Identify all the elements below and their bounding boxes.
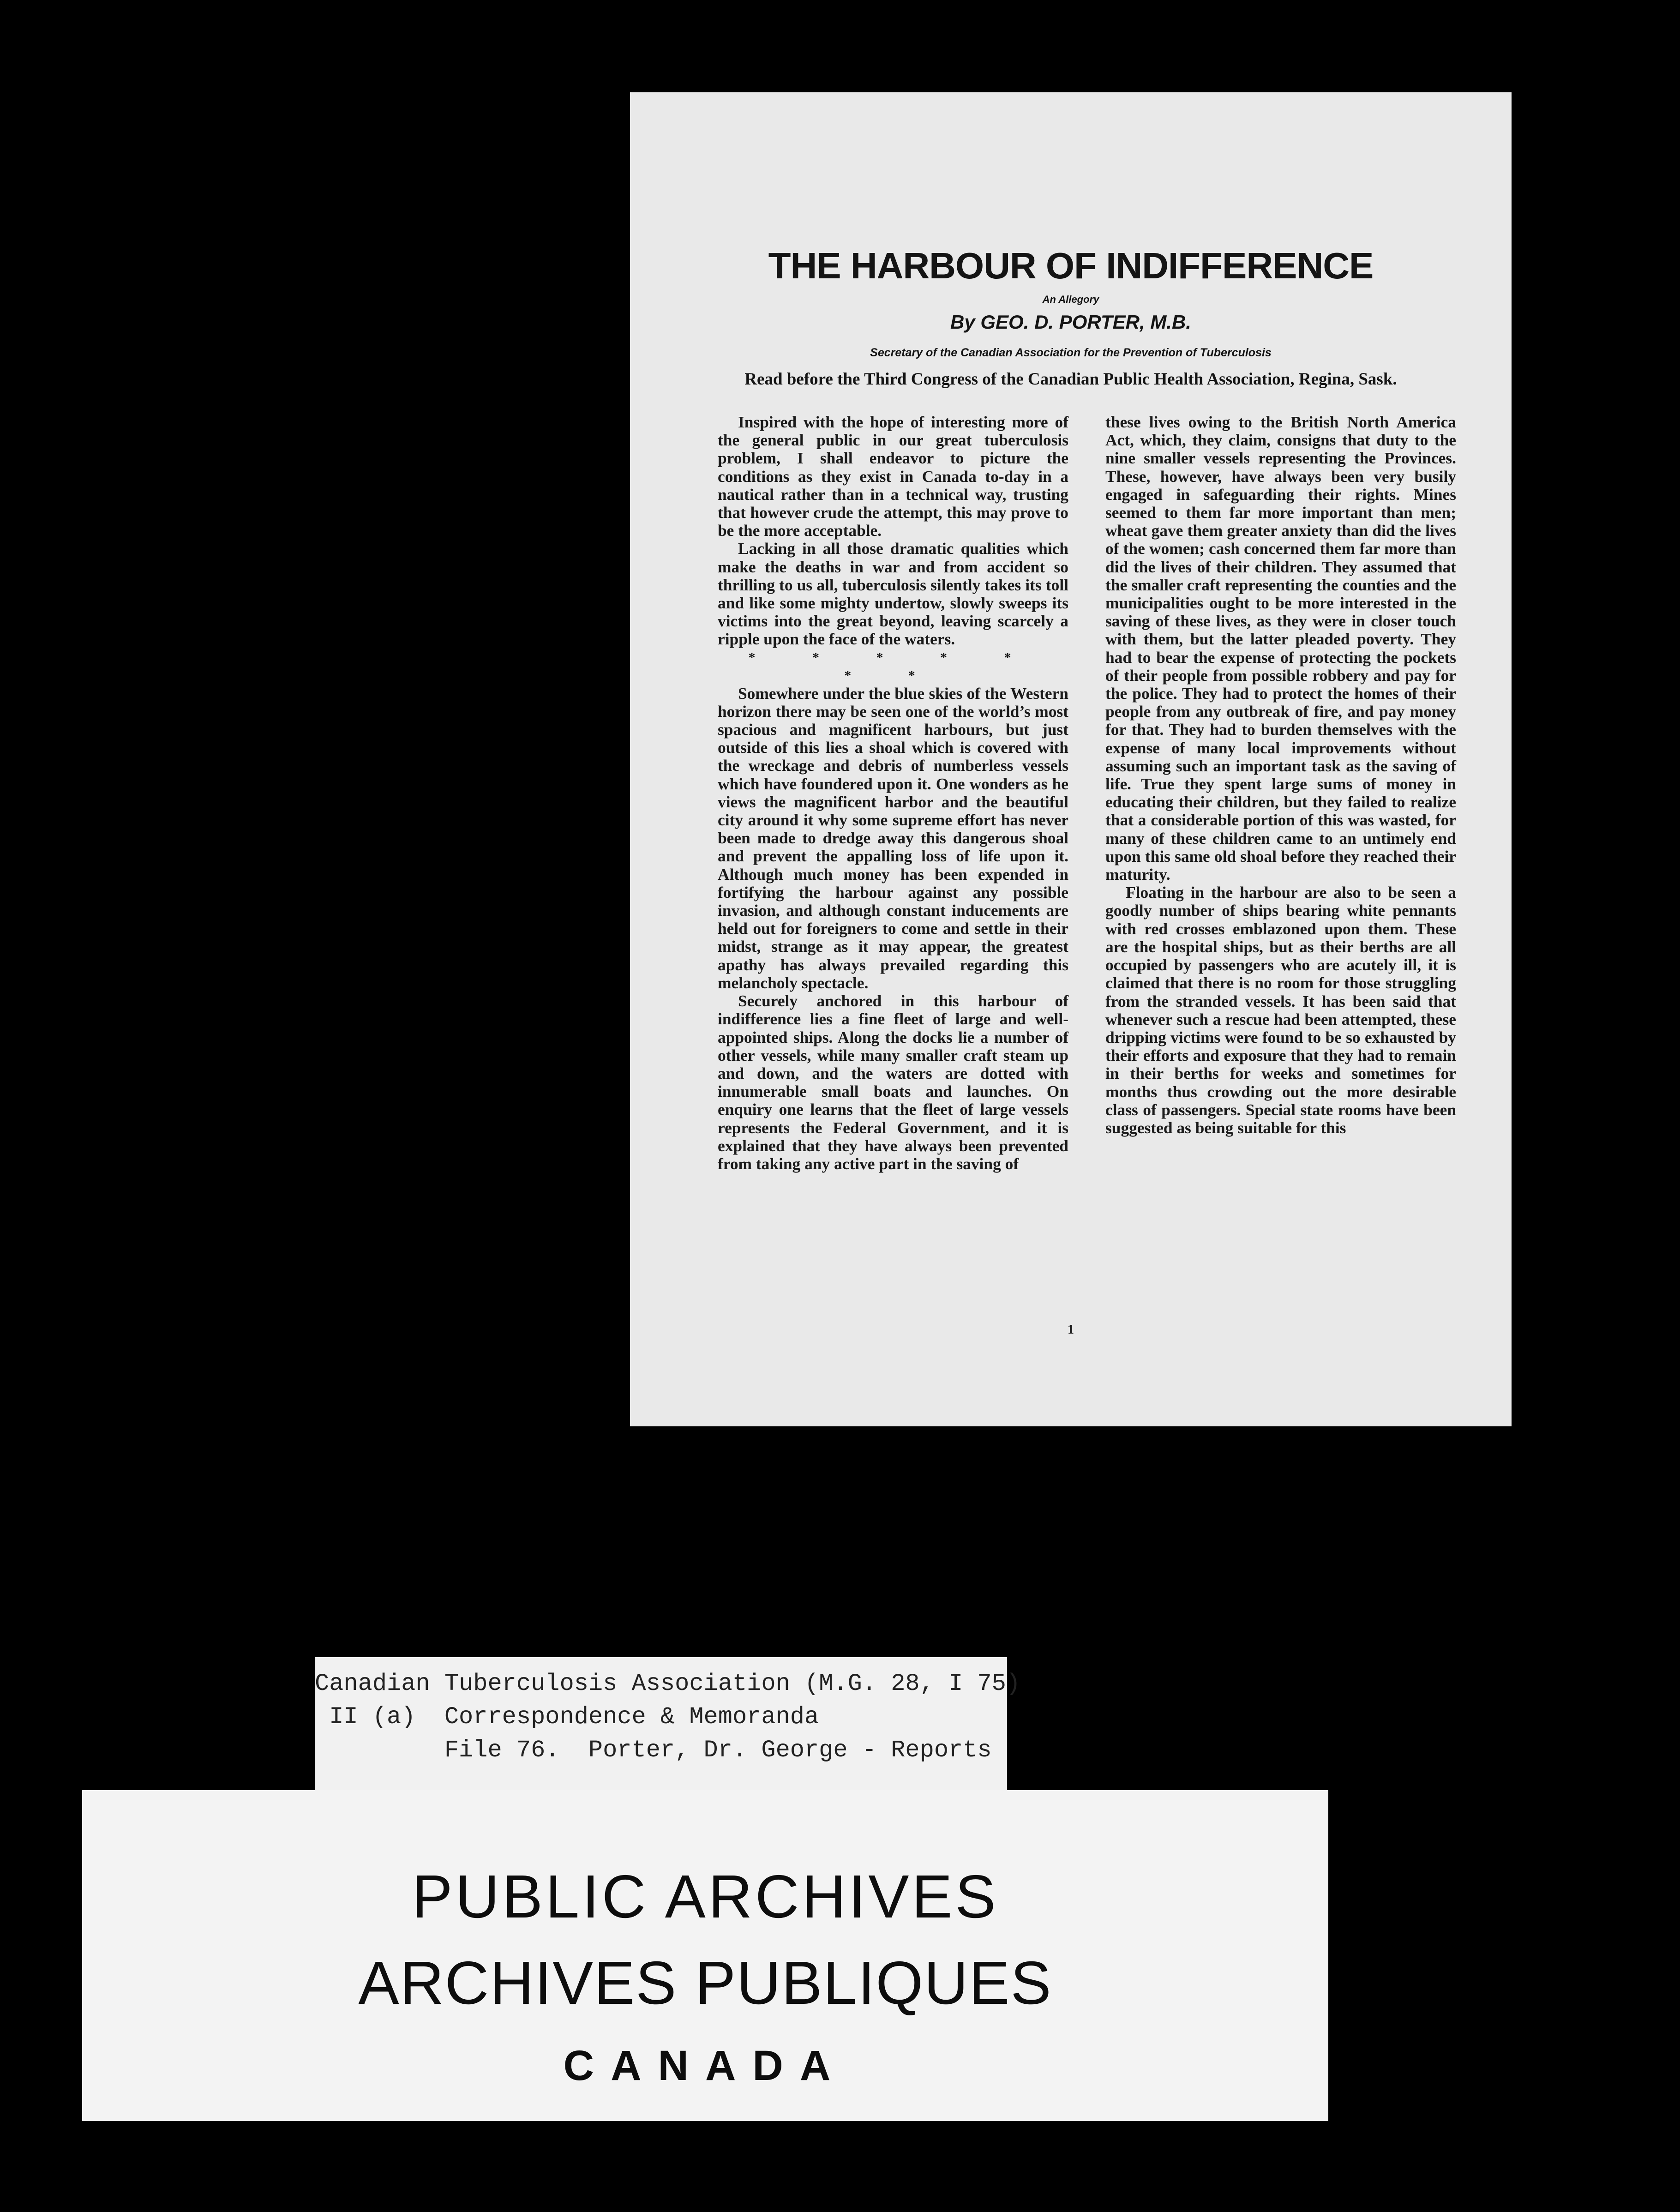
right-column <box>1105 413 1456 1137</box>
paragraph: Securely anchored in this harbour of indifference lies a fine fleet of large and well-appointed ships. Along the docks lie a number of other vessels, while many smaller craft steam up and down, and the waters are dotted with innumerable small boats and launches. On enquiry one learns that the fleet of large vessels represents the Federal Government, and it is explained that they have always been prevented from taking any active part in the saving of <box>718 992 1068 1173</box>
file-reference-line: II (a) Correspondence & Memoranda <box>315 1703 819 1731</box>
archives-banner-country: CANADA <box>563 2042 847 2089</box>
section-divider: * * * * * * * <box>748 649 1038 683</box>
archives-banner <box>82 1790 1328 2121</box>
left-column <box>718 413 1068 1173</box>
article-byline: By GEO. D. PORTER, M.B. <box>950 311 1191 333</box>
archives-banner-french: ARCHIVES PUBLIQUES <box>358 1949 1052 2017</box>
page-number: 1 <box>1068 1322 1074 1337</box>
paragraph: Somewhere under the blue skies of the Western horizon there may be seen one of the world’s most spacious and magnificent harbours, but just outside of this lies a shoal which is covered with the wreckage and debris of numberless vessels which have foundered upon it. One wonders as he views the magnificent harbor and the beautiful city around it why some supreme effort has never been made to dredge away this dangerous shoal and prevent the appalling loss of life upon it. Although much money has been expended in fortifying the harbour against any possible invasion, and although constant inducements are held out for foreigners to come and settle in their midst, strange as it may appear, the greatest apathy has always prevailed regarding this melancholy spectacle. <box>718 684 1068 992</box>
article-subtitle: An Allegory <box>1042 294 1099 305</box>
archives-banner-english: PUBLIC ARCHIVES <box>412 1863 999 1930</box>
file-reference-line: Canadian Tuberculosis Association (M.G. 28, I 75) <box>315 1670 1021 1697</box>
article-title: THE HARBOUR OF INDIFFERENCE <box>768 245 1374 286</box>
paragraph: Floating in the harbour are also to be seen a goodly number of ships bearing white pennants with red crosses emblazoned upon them. These are the hospital ships, but as their berths are all occupied by passengers who are acutely ill, it is claimed that there is no room for those struggling from the stranded vessels. It has been said that whenever such a rescue had been attempted, these dripping victims were found to be so exhausted by their efforts and exposure that they had to remain in their berths for weeks and sometimes for months thus crowding out the more desirable class of passengers. Special state rooms have been suggested as being suitable for this <box>1105 883 1456 1137</box>
file-reference-card <box>315 1657 1021 1791</box>
file-reference-line: File 76. Porter, Dr. George - Reports <box>315 1737 992 1764</box>
document-page <box>630 92 1512 1426</box>
paragraph: Lacking in all those dramatic qualities which make the deaths in war and from accident so thrilling to us all, tuberculosis silently takes its toll and like some mighty undertow, slowly sweeps its victims into the great beyond, leaving scarcely a ripple upon the face of the waters. <box>718 539 1068 649</box>
paragraph: these lives owing to the British North America Act, which, they claim, consigns that duty to the nine smaller vessels representing the Provinces. These, however, have always been very busily engaged in safeguarding their rights. Mines seemed to them far more important than men; wheat gave them greater anxiety than did the lives of the women; cash concerned them far more than did the lives of their children. They assumed that the smaller craft representing the counties and the municipalities ought to be more interested in the saving of these lives, as they were in closer touch with them, but the latter pleaded poverty. They had to bear the expense of protecting the pockets of their people from possible robbery and pay for the police. They had to protect the homes of their people from any outbreak of fire, and pay money for that. They had to burden themselves with the expense of many local improvements without assuming such an important task as the saving of life. True they spent large sums of money in educating their children, but they failed to realize that a considerable portion of this was wasted, for many of these children came to an untimely end upon this same old shoal before they reached their maturity. <box>1105 413 1456 884</box>
paragraph: Inspired with the hope of interesting more of the general public in our great tuberculosis problem, I shall endeavor to picture the conditions as they exist in Canada to-day in a nautical rather than in a technical way, trusting that however crude the attempt, this may prove to be the more acceptable. <box>718 413 1068 540</box>
presentation-note: Read before the Third Congress of the Canadian Public Health Association, Regina, Sask. <box>744 370 1397 389</box>
author-affiliation: Secretary of the Canadian Association for the Prevention of Tuberculosis <box>870 346 1272 359</box>
